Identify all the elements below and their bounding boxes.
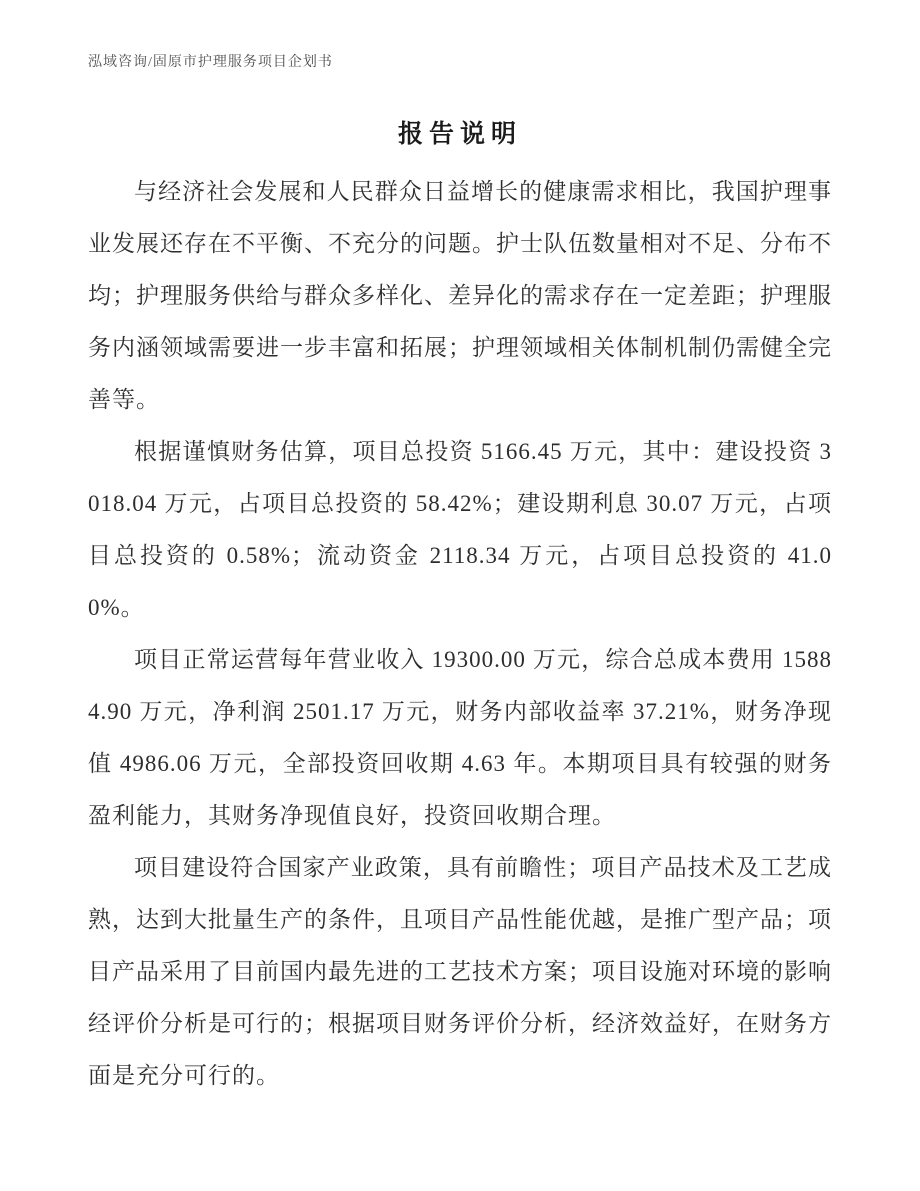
body-paragraph: 项目建设符合国家产业政策，具有前瞻性；项目产品技术及工艺成熟，达到大批量生产的条件，且项目产品性能优越，是推广型产品；项目产品采用了目前国内最先进的工艺技术方案；项目设施对环境的影响经评价分析是可行的；根据项目财务评价分析，经济效益好，在财务方面是充分可行的。	[88, 855, 832, 1088]
body-paragraph: 项目正常运营每年营业收入 19300.00 万元，综合总成本费用 15884.90 万元，净利润 2501.17 万元，财务内部收益率 37.21%，财务净现值 4986.06 万元，全部投资回收期 4.63 年。本期项目具有较强的财务盈利能力，其财务净现值良好，投资回收期合理。	[88, 647, 832, 828]
document-body	[88, 166, 832, 1102]
body-paragraph: 与经济社会发展和人民群众日益增长的健康需求相比，我国护理事业发展还存在不平衡、不充分的问题。护士队伍数量相对不足、分布不均；护理服务供给与群众多样化、差异化的需求存在一定差距；护理服务内涵领域需要进一步丰富和拓展；护理领域相关体制机制仍需健全完善等。	[88, 179, 832, 412]
body-paragraph: 根据谨慎财务估算，项目总投资 5166.45 万元，其中：建设投资 3018.04 万元，占项目总投资的 58.42%；建设期利息 30.07 万元，占项目总投资的 0.58%；流动资金 2118.34 万元，占项目总投资的 41.00%。	[88, 439, 832, 620]
page-title: 报告说明	[397, 121, 522, 148]
document-header: 泓域咨询/固原市护理服务项目企划书	[88, 55, 333, 70]
